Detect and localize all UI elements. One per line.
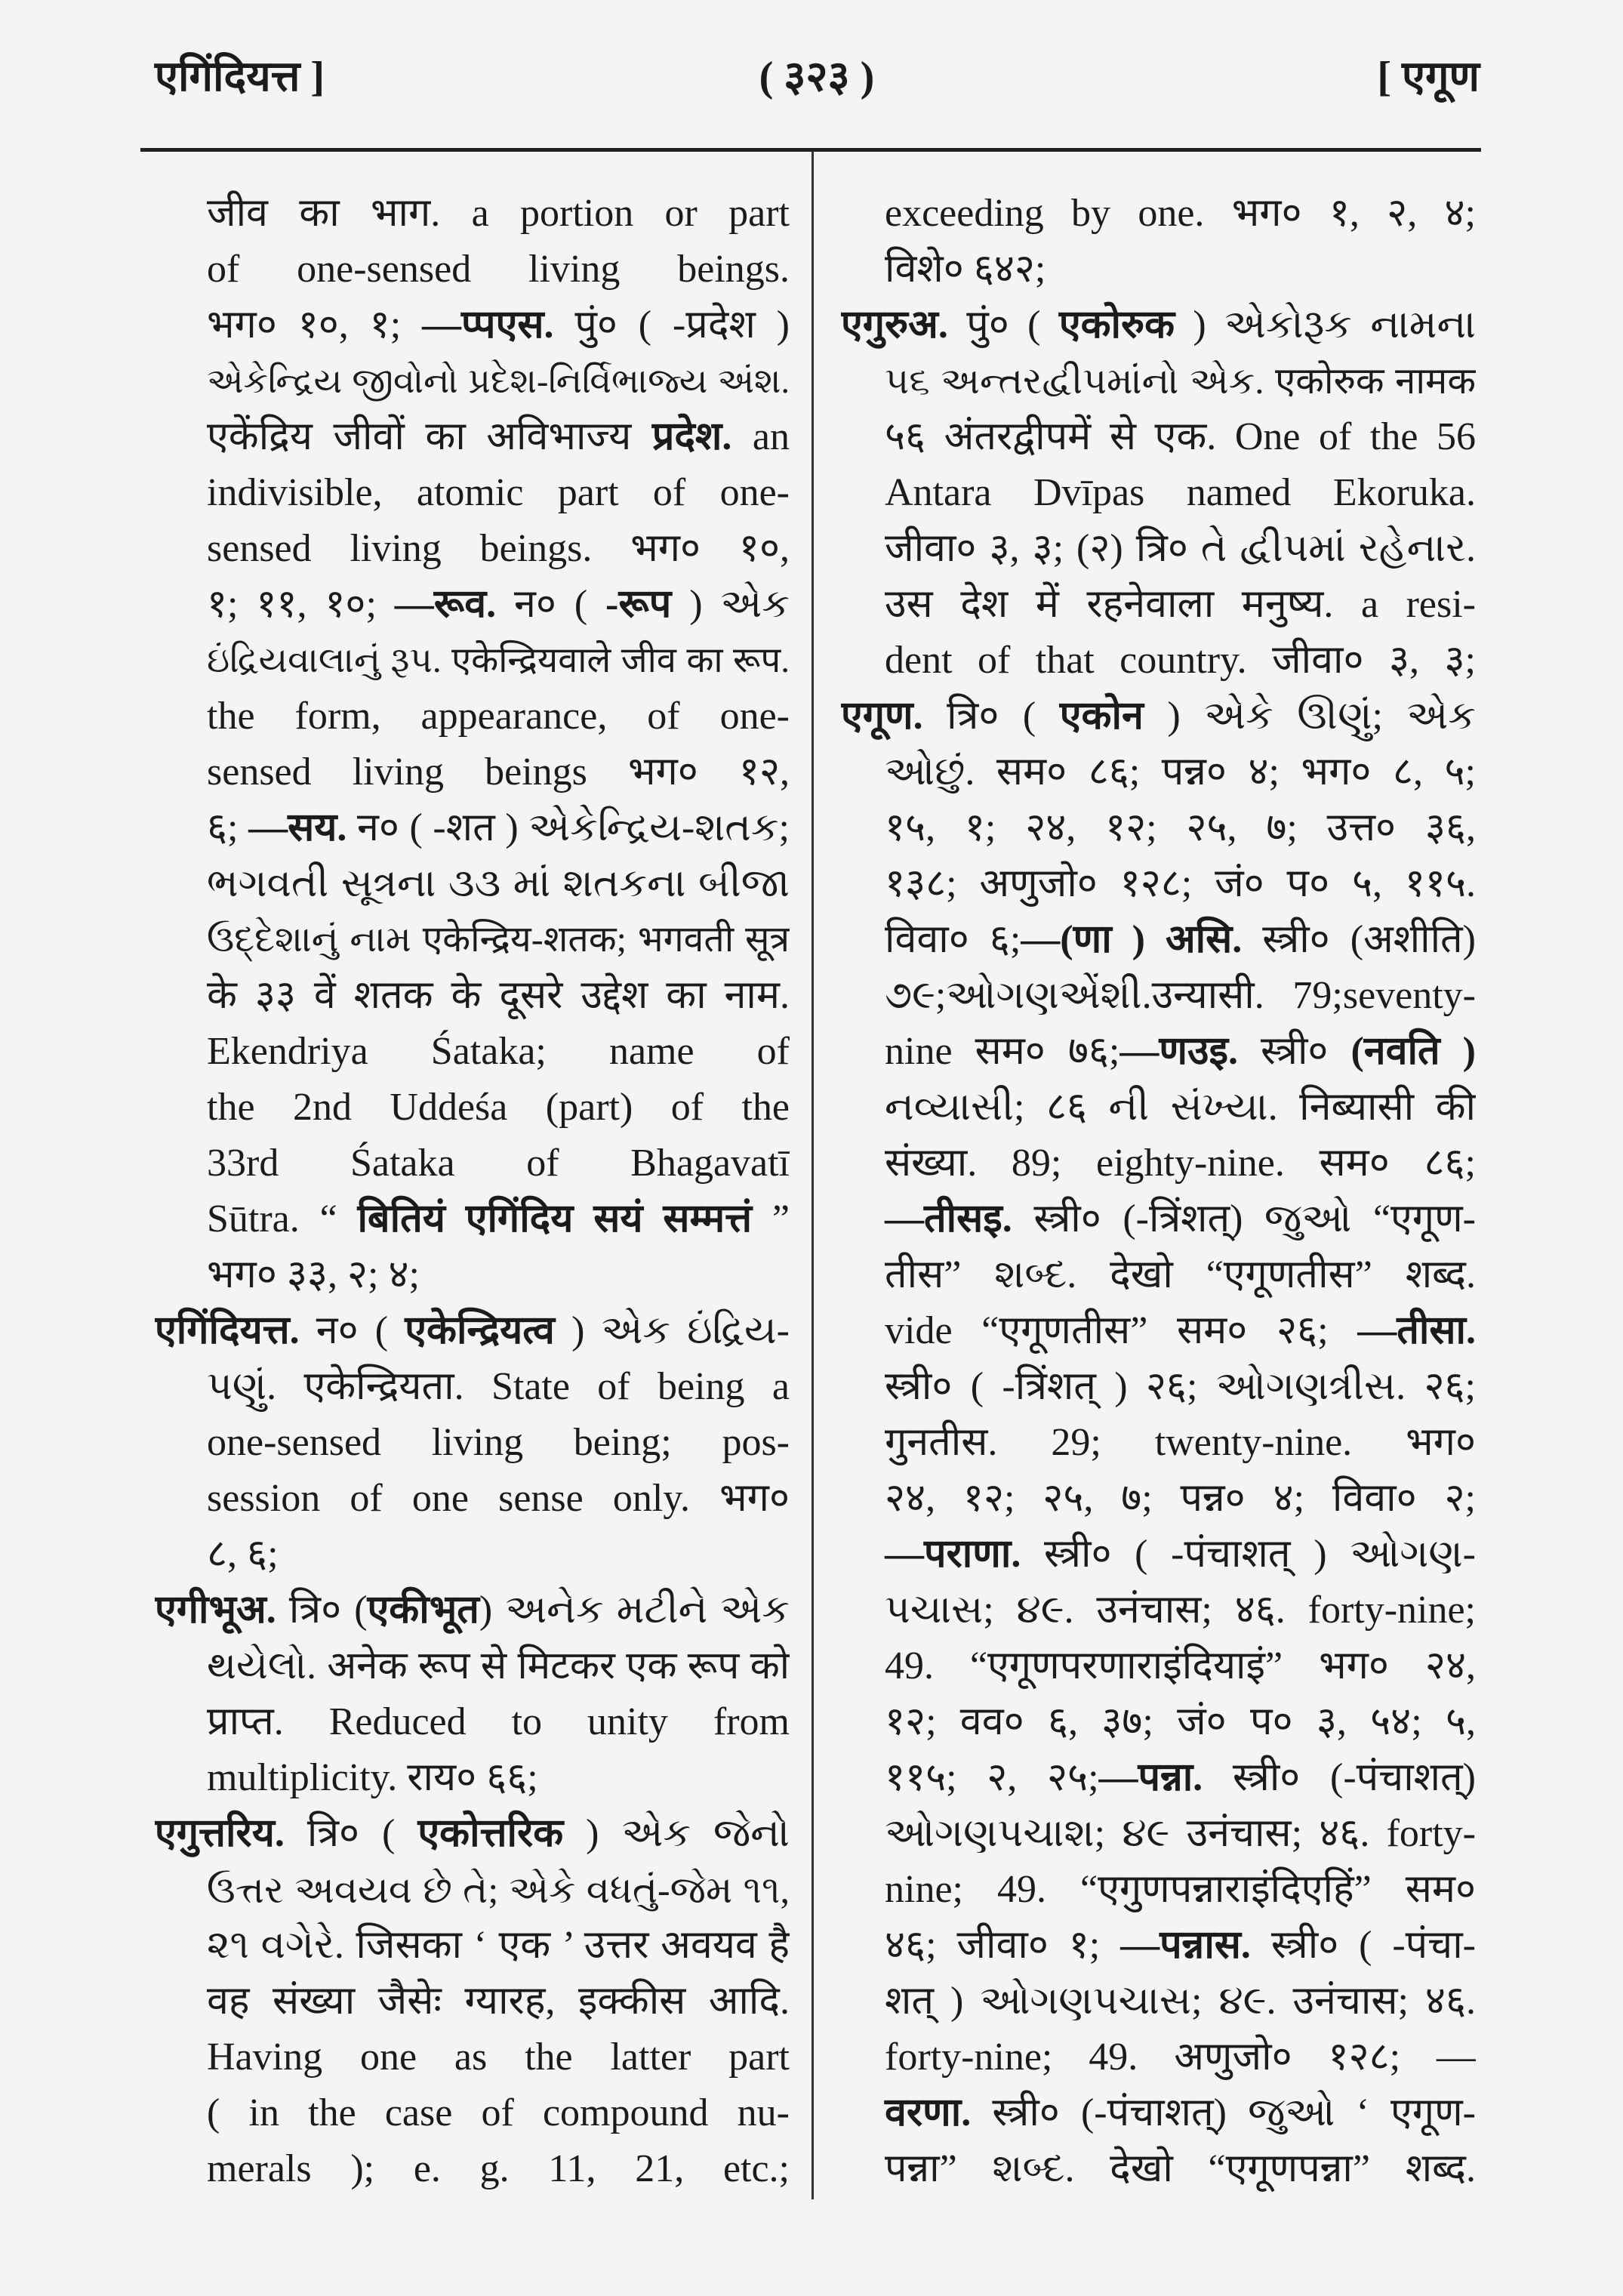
bold-term: एगूण. xyxy=(841,695,923,738)
text-line xyxy=(841,353,1476,409)
text-segment: न० ( -शत ) એકેન્દ્રિય-શતક; xyxy=(346,806,790,849)
text-line xyxy=(841,186,1476,242)
text-segment: ભગવતી સૂત્રના ૩૩ માં શતકના બીજા xyxy=(207,862,790,905)
text-line xyxy=(841,1359,1476,1415)
bold-term: बितियं एगिंदिय सयं सम्मत्तं xyxy=(357,1197,753,1240)
text-segment: exceeding by one. भग० १, २, ४; xyxy=(885,192,1476,235)
bold-term: —तीसा. xyxy=(1357,1309,1476,1352)
text-line xyxy=(841,1471,1476,1527)
text-segment: an xyxy=(731,415,790,458)
text-line xyxy=(841,1974,1476,2029)
entry-headword-line xyxy=(155,1806,790,1862)
text-segment: तीस” શબ્દ. देखो “एगूणतीस” शब्द. xyxy=(885,1253,1476,1296)
text-line xyxy=(841,242,1476,297)
text-line xyxy=(155,912,790,968)
text-line xyxy=(155,689,790,744)
bold-term: वरणा. xyxy=(885,2091,972,2134)
text-line xyxy=(155,577,790,633)
text-segment: ) એક જેનો xyxy=(563,1812,790,1855)
text-line xyxy=(155,465,790,521)
text-line xyxy=(155,1750,790,1806)
text-segment: स्त्री० (-पंचाशत्) જુઓ ‘ एगूण- xyxy=(971,2091,1476,2134)
text-line xyxy=(841,2141,1476,2197)
text-line xyxy=(155,1136,790,1191)
text-segment: ઉત્તર અવયવ છે તે; એકે વધતું-જેમ ૧૧, xyxy=(207,1869,790,1911)
bold-term: -रूप xyxy=(605,583,672,626)
text-segment: પણું. एकेन्द्रियता. State of being a xyxy=(207,1365,790,1408)
text-segment: નવ્યાસી; ८६ ની સંખ્યા. निब्यासी की xyxy=(885,1086,1476,1129)
text-segment: भग० १०, १; xyxy=(207,304,423,347)
text-segment: ૨૧ વગેરે. जिसका ‘ एक ’ उत्तर अवयव है xyxy=(207,1924,790,1967)
text-segment: ११५; २, २५; xyxy=(885,1756,1099,1799)
text-segment: sensed living beings. भग० १०, xyxy=(207,527,790,570)
text-segment: ઇંદ્રિયવાલાનું રૂપ. एकेन्द्रियवाले जीव का रूप. xyxy=(207,641,790,680)
text-segment: થયેલો. अनेक रूप से मिटकर एक रूप को xyxy=(207,1645,790,1687)
text-segment: ५६ अंतरद्वीपमें से एक. One of the 56 xyxy=(885,415,1476,458)
text-segment: ) એકોરૂક નામના xyxy=(1175,304,1476,347)
bold-term: एकीभूत xyxy=(367,1589,479,1632)
text-segment: स्त्री० (-पंचाशत्) xyxy=(1203,1756,1476,1799)
text-line xyxy=(841,521,1476,577)
text-line xyxy=(841,912,1476,968)
bold-term: एकेन्द्रियत्व xyxy=(405,1309,555,1352)
text-segment: ૫૬ અન્તરદ્વીપમાંનો એક. एकोरुक नामक xyxy=(885,360,1476,402)
bold-term: —प्पएस. xyxy=(422,304,554,347)
text-line xyxy=(155,1471,790,1527)
column-divider xyxy=(812,151,814,2199)
text-segment: ) એક ઇંદ્રિય- xyxy=(554,1309,790,1352)
text-segment: संख्या. 89; eighty-nine. सम० ८६; xyxy=(885,1142,1476,1185)
text-segment: न० ( xyxy=(299,1309,405,1352)
text-line xyxy=(155,968,790,1024)
text-segment: of one-sensed living beings. xyxy=(207,248,790,291)
text-segment: पन्ना” શબ્દ. देखो “एगूणपन्ना” शब्द. xyxy=(885,2147,1476,2190)
entry-headword-line xyxy=(841,689,1476,744)
text-line xyxy=(155,1024,790,1080)
bold-term: एगीभूअ. xyxy=(155,1589,276,1632)
text-line xyxy=(841,1862,1476,1918)
left-column xyxy=(155,186,790,2197)
text-line xyxy=(155,409,790,465)
text-segment: one-sensed living being; pos- xyxy=(207,1421,790,1464)
text-line xyxy=(841,2029,1476,2085)
text-segment: स्त्री० (अशीति) xyxy=(1242,918,1476,961)
text-segment: जीव का भाग. a portion or part xyxy=(207,192,790,235)
text-line xyxy=(841,744,1476,800)
text-segment: २४, १२; २५, ७; पन्न० ४; विवा० २; xyxy=(885,1477,1476,1520)
text-segment: भग० ३३, २; ४; xyxy=(207,1253,420,1296)
text-segment: ८, ६; xyxy=(207,1533,279,1576)
text-line xyxy=(841,633,1476,689)
text-segment: Antara Dvīpas named Ekoruka. xyxy=(885,471,1476,514)
entry-headword-line xyxy=(841,297,1476,353)
text-segment: स्त्री० xyxy=(1238,1030,1351,1073)
bold-term: —णउइ. xyxy=(1119,1030,1238,1073)
text-line xyxy=(841,577,1476,633)
text-segment: પચાસ; ૪૯. उनंचास; ४६. forty-nine; xyxy=(885,1589,1476,1632)
page-number: ( ३२३ ) xyxy=(759,54,875,100)
text-segment: विवा० ६; xyxy=(885,918,1021,961)
text-line xyxy=(155,800,790,856)
text-line xyxy=(155,856,790,912)
text-line xyxy=(841,968,1476,1024)
text-segment: विशे० ६४२; xyxy=(885,248,1046,291)
text-line xyxy=(841,1080,1476,1136)
text-segment: एकेंद्रिय जीवों का अविभाज्य xyxy=(207,415,652,458)
text-segment: ૭૯;ઓગણએંશી.उन्यासी. 79;seventy- xyxy=(885,974,1476,1017)
running-head-right: [ एगूण xyxy=(1377,54,1480,100)
text-line xyxy=(841,1136,1476,1191)
text-segment: 49. “एगूणपरणाराइंदियाइं” भग० २४, xyxy=(885,1644,1476,1687)
text-line xyxy=(841,1694,1476,1750)
text-segment: त्रि० ( xyxy=(284,1812,418,1855)
text-line xyxy=(155,1527,790,1583)
bold-term: —(णा ) असि. xyxy=(1021,918,1243,961)
text-line xyxy=(155,1694,790,1750)
text-segment: ” xyxy=(752,1197,790,1240)
text-line xyxy=(841,1638,1476,1694)
bold-term: —तीसइ. xyxy=(885,1197,1012,1240)
text-line xyxy=(155,242,790,297)
text-segment: sensed living beings भग० १२, xyxy=(207,750,790,794)
text-line xyxy=(155,1080,790,1136)
text-segment: १; ११, १०; xyxy=(207,583,395,626)
text-line xyxy=(155,744,790,800)
text-segment: स्त्री० ( -पंचा- xyxy=(1250,1924,1476,1967)
text-line xyxy=(841,1527,1476,1583)
text-segment: session of one sense only. भग० xyxy=(207,1477,790,1520)
text-segment: जीवा० ३, ३; (२) त्रि० તે દ્વીપમાં રહેનાર. xyxy=(885,527,1476,570)
text-segment: એકેન્દ્રિય જીવોનો પ્રદેશ-નિર્વિભાજ્ય અંશ. xyxy=(207,362,790,400)
text-line xyxy=(841,2085,1476,2141)
text-segment: शत् ) ઓગણપચાસ; ૪૯. उनंचास; ४६. xyxy=(885,1980,1476,2023)
header-rule xyxy=(140,148,1481,152)
text-line xyxy=(841,1918,1476,1974)
text-segment: forty-nine; 49. अणुजो० १२८; — xyxy=(885,2036,1476,2079)
text-line xyxy=(155,353,790,409)
text-segment: १२; वव० ६, ३७; जं० प० ३, ५४; ५, xyxy=(885,1700,1476,1743)
text-segment: त्रि० ( xyxy=(276,1589,368,1632)
text-line xyxy=(841,1303,1476,1359)
bold-term: एगिंदियत्त. xyxy=(155,1309,300,1352)
text-line xyxy=(155,186,790,242)
text-segment: Having one as the latter part xyxy=(207,2036,790,2079)
text-segment: स्त्री० (-त्रिंशत्) જુઓ “एगूण- xyxy=(1012,1197,1476,1240)
bold-term: —पन्नास. xyxy=(1120,1924,1251,1967)
text-line xyxy=(155,1974,790,2029)
text-segment: multiplicity. राय० ६६; xyxy=(207,1756,538,1799)
text-segment: १३८; अणुजो० १२८; जं० प० ५, ११५. xyxy=(885,862,1476,905)
text-line xyxy=(841,856,1476,912)
text-line xyxy=(841,800,1476,856)
text-line xyxy=(841,1247,1476,1303)
text-line xyxy=(155,297,790,353)
text-segment: ६; xyxy=(207,806,249,849)
text-segment: ) અનેક મટીને એક xyxy=(479,1589,790,1632)
text-line xyxy=(155,1415,790,1471)
text-segment: Ekendriya Śataka; name of xyxy=(207,1030,790,1073)
text-segment: dent of that country. जीवा० ३, ३; xyxy=(885,639,1476,682)
text-line xyxy=(155,633,790,689)
bold-term: प्रदेश. xyxy=(651,415,732,458)
right-column xyxy=(841,186,1476,2197)
text-segment: ઓગણપચાશ; ૪૯ उनंचास; ४६. forty- xyxy=(885,1812,1476,1855)
text-line xyxy=(155,2141,790,2197)
text-segment: वह संख्या जैसेः ग्यारह, इक्कीस आदि. xyxy=(207,1980,790,2023)
bold-term: —सय. xyxy=(248,806,347,849)
text-segment: ( in the case of compound nu- xyxy=(207,2091,790,2134)
text-line xyxy=(841,1806,1476,1862)
text-segment: the form, appearance, of one- xyxy=(207,695,790,738)
text-segment: Sūtra. “ xyxy=(207,1197,358,1240)
entry-headword-line xyxy=(155,1303,790,1359)
text-line xyxy=(841,1191,1476,1247)
bold-term: एगुरुअ. xyxy=(841,304,948,347)
bold-term: (नवति ) xyxy=(1350,1030,1476,1073)
text-line xyxy=(155,2029,790,2085)
bold-term: एगुत्तरिय. xyxy=(155,1812,285,1855)
bold-term: एकोरुक xyxy=(1058,304,1175,347)
text-segment: merals ); e. g. 11, 21, etc.; xyxy=(207,2147,790,2190)
entry-headword-line xyxy=(155,1583,790,1638)
text-segment: ઉદ્દેશાનું નામ एकेन्द्रिय-शतक; भगवती सूत्र xyxy=(207,920,790,960)
text-line xyxy=(841,1024,1476,1080)
text-segment: १५, १; २४, १२; २५, ७; उत्त० ३६, xyxy=(885,806,1476,849)
text-segment: त्रि० ( xyxy=(922,695,1060,738)
text-line xyxy=(841,465,1476,521)
text-line xyxy=(155,1191,790,1247)
text-line xyxy=(155,1247,790,1303)
text-line xyxy=(155,521,790,577)
bold-term: —पराणा. xyxy=(885,1533,1021,1576)
text-segment: the 2nd Uddeśa (part) of the xyxy=(207,1086,790,1129)
text-segment: vide “एगूणतीस” सम० २६; xyxy=(885,1309,1358,1352)
text-segment: के ३३ वें शतक के दूसरे उद्देश का नाम. xyxy=(207,974,790,1017)
text-segment: स्त्री० ( -त्रिंशत् ) २६; ઓગણત્રીસ. २६; xyxy=(885,1365,1476,1408)
text-segment: पुं० ( xyxy=(947,304,1059,347)
text-segment: nine सम० ७६; xyxy=(885,1030,1120,1073)
bold-term: एकोन xyxy=(1059,695,1144,738)
text-segment: स्त्री० ( -पंचाशत् ) ઓગણ- xyxy=(1021,1533,1476,1576)
bold-term: —रूव. xyxy=(394,583,497,626)
text-line xyxy=(841,1583,1476,1638)
text-segment: न० ( xyxy=(496,583,606,626)
text-segment: प्राप्त. Reduced to unity from xyxy=(207,1700,790,1743)
text-line xyxy=(841,1415,1476,1471)
text-segment: ઓછું. सम० ८६; पन्न० ४; भग० ८, ५; xyxy=(885,750,1476,794)
text-line xyxy=(155,1359,790,1415)
text-segment: nine; 49. “एगुणपन्नाराइंदिएहिं” सम० xyxy=(885,1868,1476,1911)
text-line xyxy=(841,409,1476,465)
text-segment: 33rd Śataka of Bhagavatī xyxy=(207,1142,790,1185)
text-segment: पुं० ( -प्रदेश ) xyxy=(553,304,790,347)
text-segment: ४६; जीवा० १; xyxy=(885,1924,1121,1967)
text-line xyxy=(155,2085,790,2141)
text-line xyxy=(155,1638,790,1694)
text-segment: indivisible, atomic part of one- xyxy=(207,471,790,514)
text-segment: ) એક xyxy=(671,583,790,626)
text-segment: उस देश में रहनेवाला मनुष्य. a resi- xyxy=(885,583,1476,626)
text-line xyxy=(155,1918,790,1974)
text-line xyxy=(155,1862,790,1918)
text-segment: गुनतीस. 29; twenty-nine. भग० xyxy=(885,1421,1476,1464)
bold-term: एकोत्तरिक xyxy=(417,1812,564,1855)
running-head-left: एगिंदियत्त ] xyxy=(155,54,325,100)
bold-term: —पन्ना. xyxy=(1098,1756,1203,1799)
text-segment: ) એકે ઊણું; એક xyxy=(1143,695,1476,738)
text-line xyxy=(841,1750,1476,1806)
